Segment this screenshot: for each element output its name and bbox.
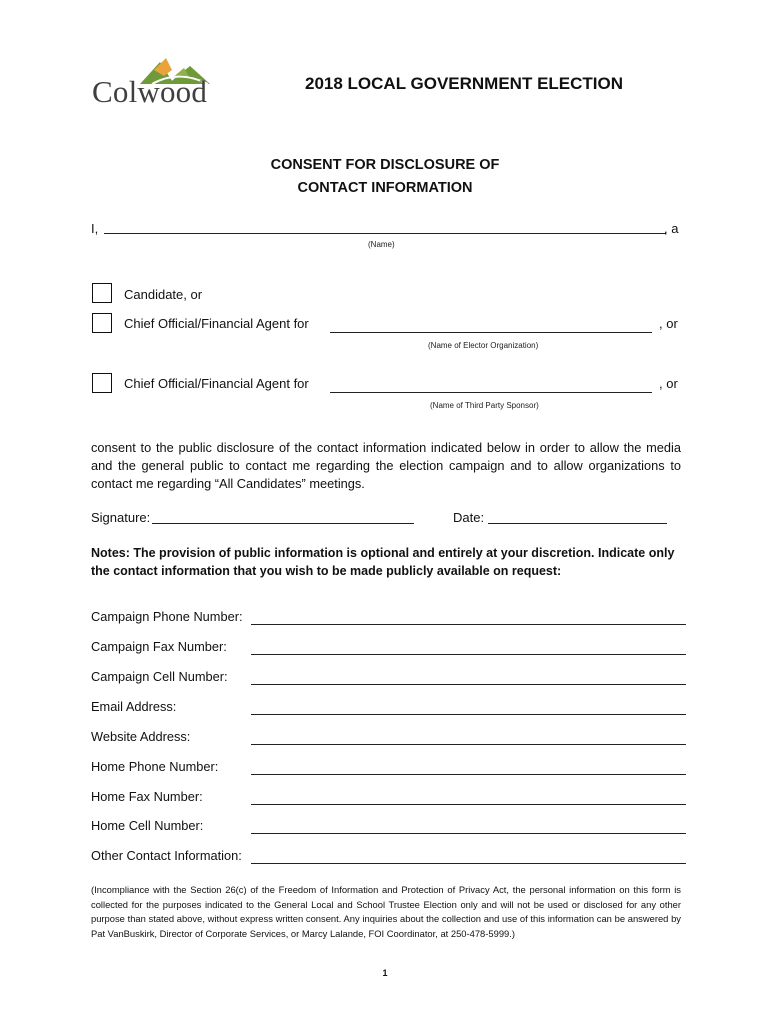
notes-text: Notes: The provision of public information is optional and entirely at your discretion. Indicate only the contact information that you wish to be made publicly available on request:: [91, 546, 675, 578]
campaign-cell-field[interactable]: [251, 684, 686, 685]
form-title-line2: CONTACT INFORMATION: [297, 180, 473, 196]
email-field[interactable]: [251, 714, 686, 715]
campaign-phone-label: Campaign Phone Number:: [91, 609, 243, 624]
election-title: 2018 LOCAL GOVERNMENT ELECTION: [305, 74, 624, 93]
third-party-sponsor-field[interactable]: [330, 392, 652, 393]
campaign-phone-field[interactable]: [251, 624, 686, 625]
name-suffix: , a: [664, 221, 679, 236]
third-party-sponsor-checkbox[interactable]: [92, 373, 112, 393]
elector-organization-checkbox[interactable]: [92, 313, 112, 333]
candidate-checkbox[interactable]: [92, 283, 112, 303]
privacy-footnote: (Incompliance with the Section 26(c) of the Freedom of Information and Protection of Privacy Act, the personal information on this form is collected for the purposes indicated to the General Local and School Trustee Election only and will not be used or disclosed for any other purpose than stated above, without express written consent. Any inquiries about the collection and use of this information can be answered by Pat VanBuskirk, Director of Corporate Services, or Marcy Lalande, FOI Coordinator, at 250-478-5999.): [91, 884, 681, 939]
home-fax-field[interactable]: [251, 804, 686, 805]
home-phone-field[interactable]: [251, 774, 686, 775]
third-party-sponsor-suffix: , or: [659, 376, 678, 391]
name-field[interactable]: [104, 233, 666, 234]
third-party-sponsor-label: Chief Official/Financial Agent for: [124, 376, 309, 391]
name-prefix: I,: [91, 221, 99, 236]
elector-organization-caption: (Name of Elector Organization): [428, 341, 539, 350]
logo-text: Colwood: [92, 74, 208, 109]
date-label: Date:: [453, 510, 485, 525]
name-caption: (Name): [368, 240, 395, 249]
other-contact-field[interactable]: [251, 863, 686, 864]
date-field[interactable]: [488, 523, 667, 524]
campaign-cell-label: Campaign Cell Number:: [91, 669, 228, 684]
elector-organization-field[interactable]: [330, 332, 652, 333]
candidate-label: Candidate, or: [124, 287, 203, 302]
email-label: Email Address:: [91, 699, 177, 714]
signature-label: Signature:: [91, 510, 151, 525]
campaign-fax-label: Campaign Fax Number:: [91, 639, 227, 654]
elector-organization-suffix: , or: [659, 316, 678, 331]
home-phone-label: Home Phone Number:: [91, 759, 219, 774]
home-cell-field[interactable]: [251, 833, 686, 834]
website-field[interactable]: [251, 744, 686, 745]
campaign-fax-field[interactable]: [251, 654, 686, 655]
home-fax-label: Home Fax Number:: [91, 789, 203, 804]
third-party-sponsor-caption: (Name of Third Party Sponsor): [430, 401, 539, 410]
consent-text: consent to the public disclosure of the contact information indicated below in order to allow the media and the general public to contact me regarding the election campaign and to allow organizations to contact me regarding “All Candidates” meetings.: [91, 440, 681, 491]
form-title-line1: CONSENT FOR DISCLOSURE OF: [270, 157, 500, 173]
elector-organization-label: Chief Official/Financial Agent for: [124, 316, 309, 331]
other-contact-label: Other Contact Information:: [91, 848, 242, 863]
home-cell-label: Home Cell Number:: [91, 818, 204, 833]
page-number: 1: [382, 968, 388, 978]
website-label: Website Address:: [91, 729, 191, 744]
colwood-logo: [90, 56, 220, 112]
signature-field[interactable]: [152, 523, 414, 524]
